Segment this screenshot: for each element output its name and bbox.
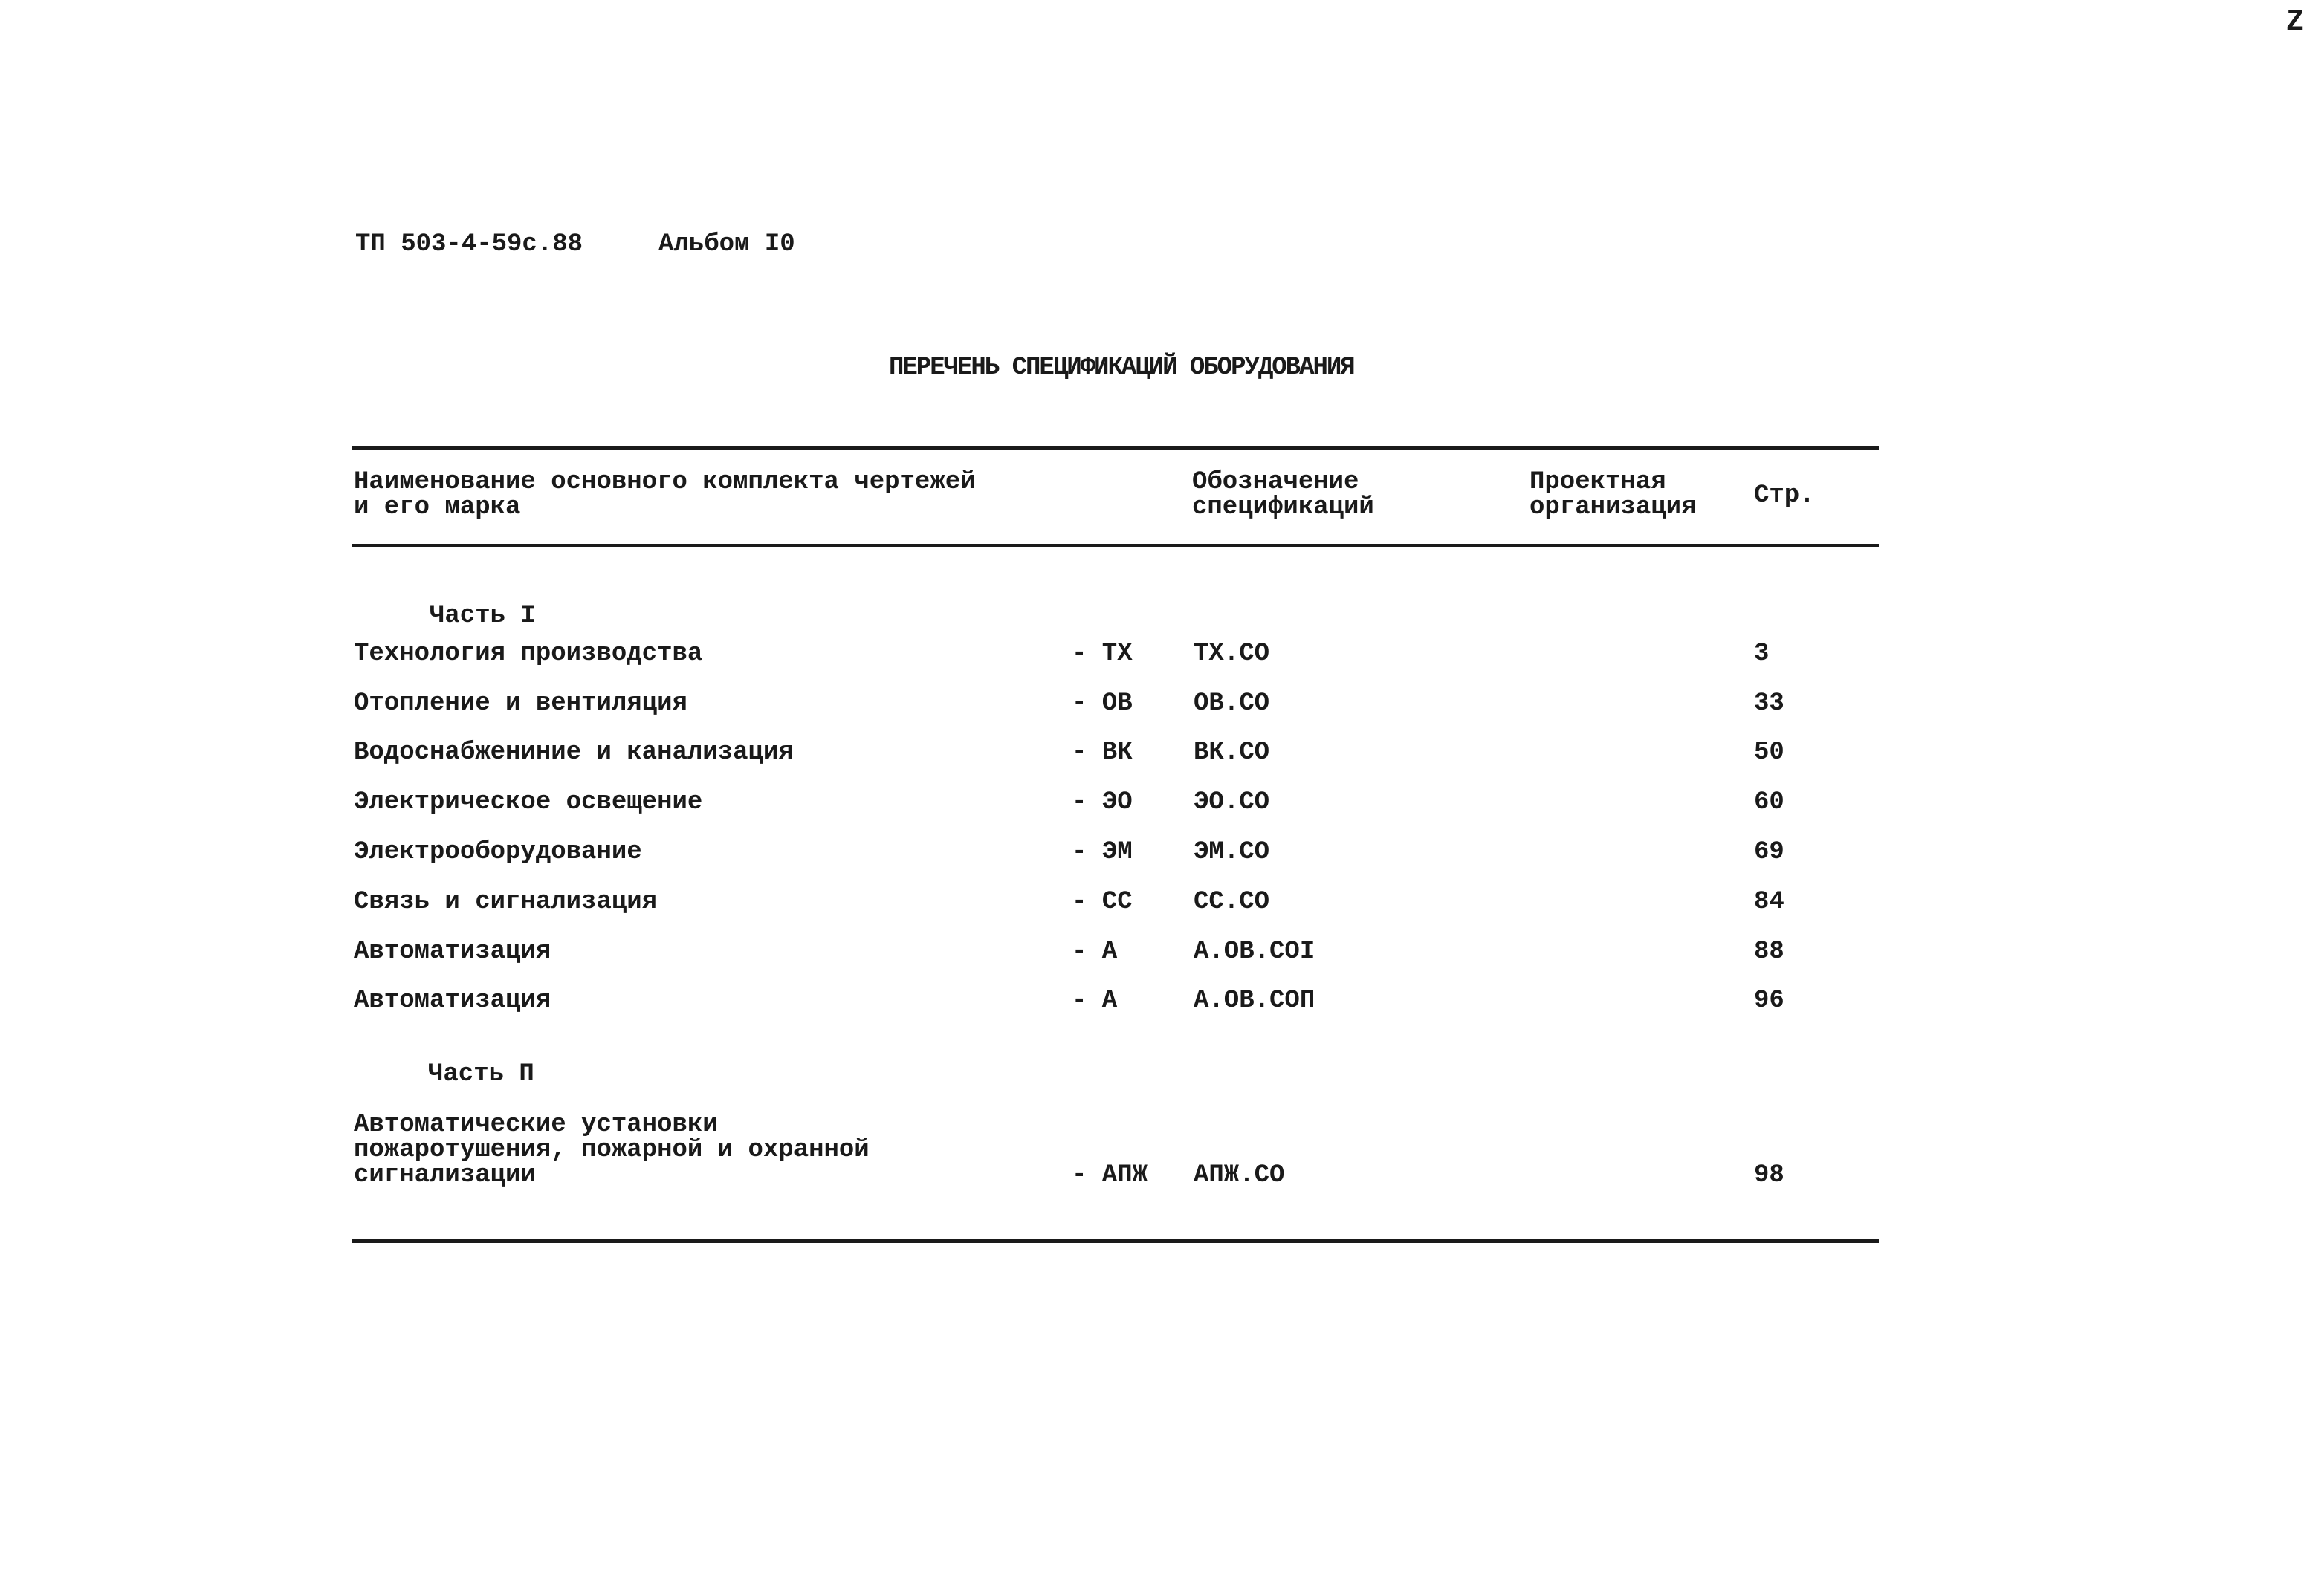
row-name-line3: сигнализации — [354, 1161, 536, 1190]
row-spec: АПЖ.СО — [1194, 1161, 1285, 1190]
table-row — [0, 641, 2324, 666]
document-code: ТП 503-4-59с.88 — [355, 230, 583, 259]
row-spec: ВК.СО — [1194, 739, 1270, 767]
table-row — [0, 889, 2324, 915]
corner-page-mark: Z — [2286, 6, 2305, 39]
row-page: 88 — [1754, 938, 1784, 966]
row-spec: ЭМ.СО — [1194, 838, 1270, 866]
row-mark: - ЭМ — [1072, 838, 1133, 866]
column-header-page: Стр. — [1754, 481, 1815, 510]
section-label-part1: Часть I — [430, 602, 536, 630]
column-header-name-line2: и его марка — [354, 493, 521, 522]
table-row — [0, 790, 2324, 815]
table-header-rule — [352, 544, 1879, 547]
column-header-name: Наименование основного комплекта чертежей — [354, 468, 976, 496]
document-title: ПЕРЕЧЕНЬ СПЕЦИФИКАЦИЙ ОБОРУДОВАНИЯ — [889, 354, 1354, 382]
row-mark: - ТХ — [1072, 640, 1133, 668]
row-page: 50 — [1754, 739, 1784, 767]
row-name: Электрическое освещение — [354, 788, 703, 817]
column-header-org: Проектная — [1530, 468, 1666, 496]
row-name-line1: Автоматические установки — [354, 1111, 718, 1139]
table-row — [0, 988, 2324, 1013]
table-row — [0, 840, 2324, 865]
row-name: Автоматизация — [354, 987, 551, 1015]
row-spec: ОВ.СО — [1194, 689, 1270, 718]
row-name: Электрооборудование — [354, 838, 642, 866]
row-mark: - АПЖ — [1072, 1161, 1148, 1190]
column-header-spec: Обозначение — [1192, 468, 1359, 496]
row-mark: - А — [1072, 987, 1118, 1015]
row-name: Автоматизация — [354, 938, 551, 966]
row-spec: ЭО.СО — [1194, 788, 1270, 817]
section-label-part2: Часть П — [428, 1060, 534, 1088]
row-mark: - ЭО — [1072, 788, 1133, 817]
table-row — [0, 939, 2324, 964]
column-header-spec-line2: спецификаций — [1192, 493, 1374, 522]
row-mark: - ВК — [1072, 739, 1133, 767]
row-name: Отопление и вентиляция — [354, 689, 687, 718]
row-page: 3 — [1754, 640, 1770, 668]
row-page: 69 — [1754, 838, 1784, 866]
row-name: Водоснабжениние и канализация — [354, 739, 794, 767]
table-row — [0, 740, 2324, 765]
row-spec: А.ОВ.СОП — [1194, 987, 1315, 1015]
row-name-line2: пожаротушения, пожарной и охранной — [354, 1136, 870, 1164]
column-header-org-line2: организация — [1530, 493, 1697, 522]
row-page: 60 — [1754, 788, 1784, 817]
row-spec: ТХ.СО — [1194, 640, 1270, 668]
album-number: Альбом I0 — [658, 230, 795, 259]
row-spec: А.ОВ.СОI — [1194, 938, 1315, 966]
row-name: Связь и сигнализация — [354, 888, 658, 916]
row-mark: - СС — [1072, 888, 1133, 916]
table-bottom-rule — [352, 1239, 1879, 1243]
row-mark: - ОВ — [1072, 689, 1133, 718]
row-page: 98 — [1754, 1161, 1784, 1190]
row-spec: СС.СО — [1194, 888, 1270, 916]
row-page: 33 — [1754, 689, 1784, 718]
row-page: 96 — [1754, 987, 1784, 1015]
row-page: 84 — [1754, 888, 1784, 916]
row-mark: - А — [1072, 938, 1118, 966]
row-name: Технология производства — [354, 640, 703, 668]
table-top-rule — [352, 446, 1879, 450]
table-row — [0, 691, 2324, 716]
